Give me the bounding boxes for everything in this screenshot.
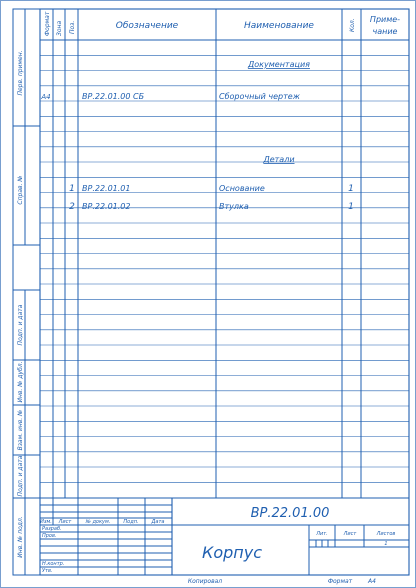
role-checker: Пров. <box>42 533 57 539</box>
col-doc-no: № докум. <box>85 519 111 525</box>
row-pos: 1 <box>69 184 75 194</box>
header-note-line1: Приме- <box>369 15 401 24</box>
header-zone: Зона <box>56 20 63 36</box>
table-row <box>69 202 354 212</box>
table-header <box>44 11 400 36</box>
row-qty: 1 <box>348 184 354 194</box>
header-qty: Кол. <box>349 18 356 32</box>
row-pos: 2 <box>69 202 75 212</box>
side-label-sign-date-2: Подп. и дата <box>17 455 24 497</box>
header-name: Наименование <box>244 21 314 31</box>
table-row <box>40 92 300 101</box>
outer-trim <box>1 1 416 588</box>
title-block-code: ВР.22.01.00 <box>250 506 330 521</box>
row-designation: ВР.22.01.02 <box>82 202 131 211</box>
side-label-replaced-inv: Взам. инв. № <box>17 409 24 451</box>
row-name: Основание <box>219 184 265 193</box>
header-note-line2: чание <box>372 27 398 36</box>
col-date: Дата <box>151 519 165 525</box>
footer-format-label: Формат <box>327 578 353 585</box>
lit-label: Лит. <box>316 531 328 537</box>
role-developer: Разраб. <box>42 526 62 532</box>
row-qty: 1 <box>348 202 354 212</box>
footer-format-value: А4 <box>368 578 376 585</box>
sheets-label: Листов <box>376 531 396 537</box>
role-approved: Утв. <box>42 568 53 574</box>
title-block-title: Корпус <box>201 543 263 562</box>
side-label-first-use: Перв. примен. <box>17 50 24 96</box>
row-name: Сборочный чертеж <box>219 92 300 101</box>
row-name: Втулка <box>219 202 249 211</box>
row-rules <box>40 55 409 482</box>
col-sheet: Лист <box>58 519 72 525</box>
row-format: А4 <box>41 93 51 101</box>
header-designation: Обозначение <box>115 21 179 31</box>
side-label-sign-date-1: Подп. и дата <box>17 304 24 346</box>
footer-copied: Копировал <box>187 578 223 585</box>
col-change: Изм. <box>40 519 52 525</box>
side-label-ref-no: Справ. № <box>17 175 24 205</box>
header-pos: Поз. <box>69 20 76 34</box>
section-documentation: Документация <box>248 60 310 69</box>
side-label-orig-inv: Инв. № подл. <box>17 516 24 558</box>
row-designation: ВР.22.01.01 <box>82 184 131 193</box>
sheets-value: 1 <box>384 541 388 547</box>
row-designation: ВР.22.01.00 СБ <box>82 92 145 101</box>
header-format: Формат <box>44 11 51 36</box>
side-label-dup-inv: Инв. № дубл. <box>17 361 24 403</box>
sheet-label: Лист <box>343 531 357 537</box>
col-sign: Подп. <box>123 519 139 525</box>
role-norm-control: Н.контр. <box>42 561 65 567</box>
section-parts: Детали <box>263 155 295 164</box>
